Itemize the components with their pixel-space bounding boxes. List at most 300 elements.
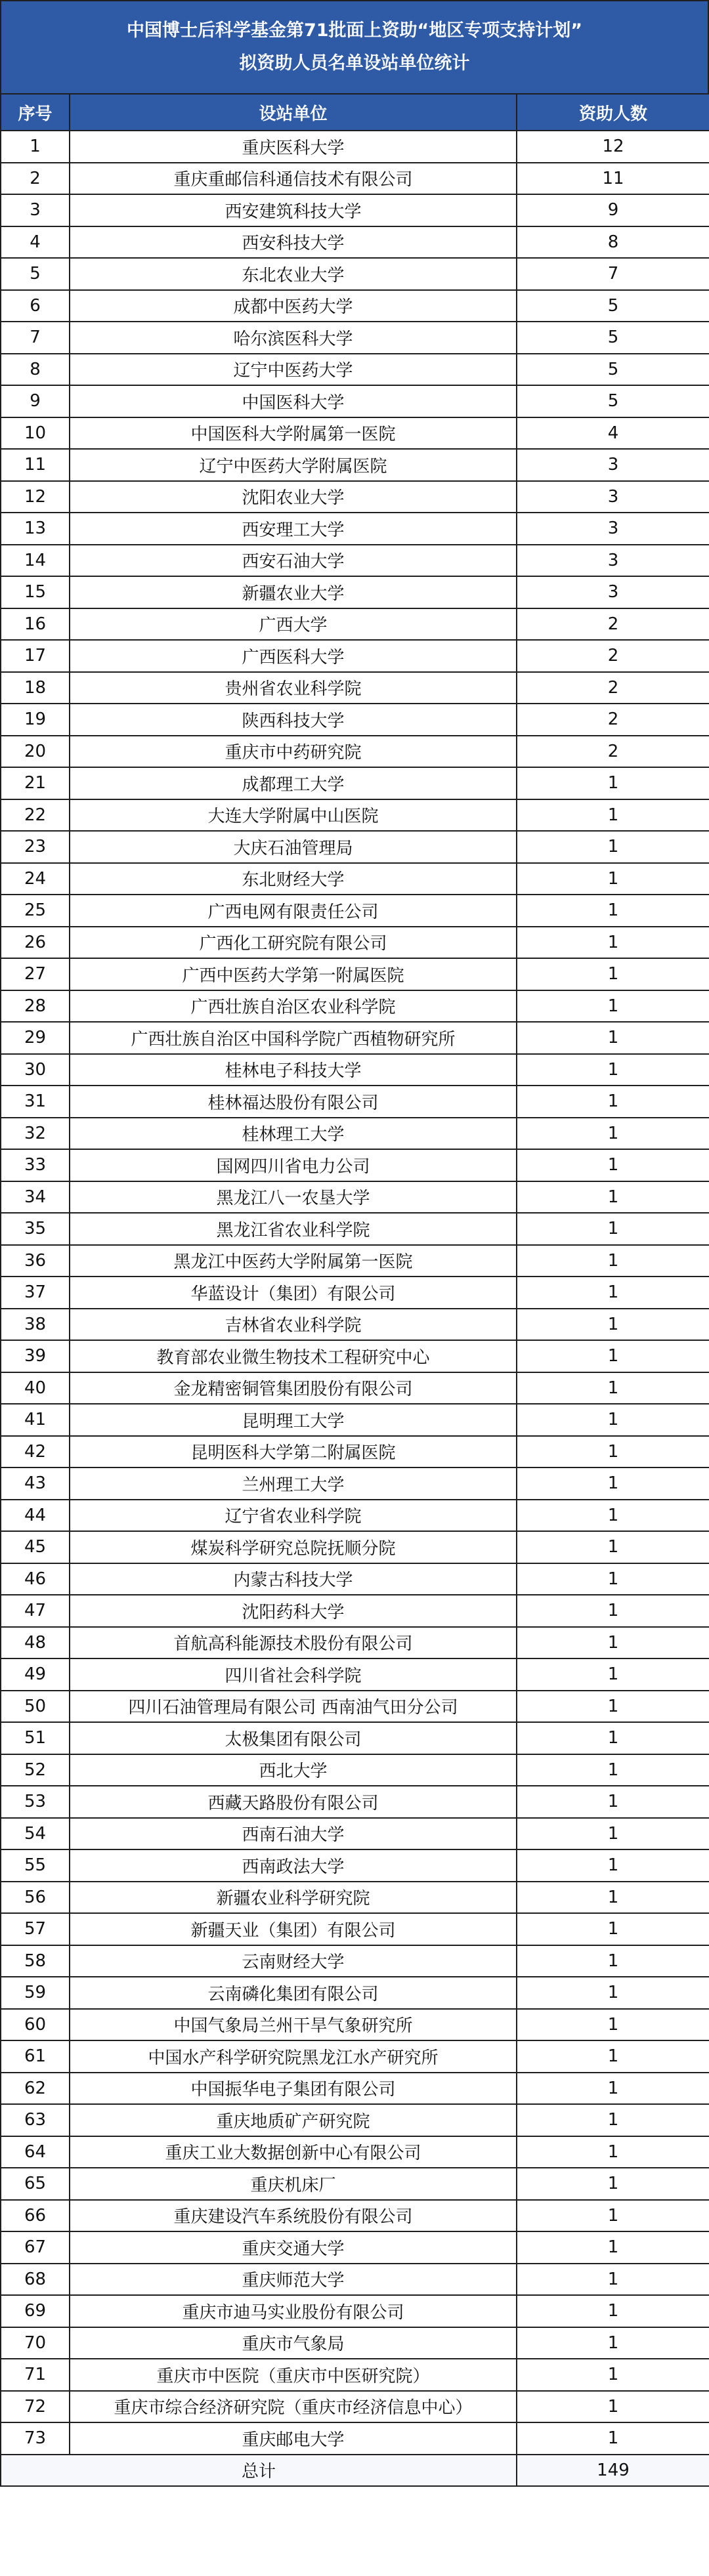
row-count: 1 — [517, 2391, 709, 2423]
row-seq: 72 — [1, 2391, 70, 2423]
row-unit: 广西化工研究院有限公司 — [70, 927, 517, 959]
row-unit: 辽宁中医药大学附属医院 — [70, 449, 517, 481]
header-count: 资助人数 — [517, 94, 709, 131]
header-unit: 设站单位 — [70, 94, 517, 131]
row-count: 11 — [517, 163, 709, 195]
table-row — [1, 608, 709, 641]
table-row — [1, 767, 709, 799]
row-seq: 59 — [1, 1977, 70, 2009]
row-count: 3 — [517, 513, 709, 545]
row-unit: 吉林省农业科学院 — [70, 1309, 517, 1341]
table-row — [1, 1722, 709, 1754]
row-count: 5 — [517, 322, 709, 354]
row-seq: 48 — [1, 1627, 70, 1659]
row-count: 2 — [517, 640, 709, 672]
row-seq: 17 — [1, 640, 70, 672]
row-seq: 45 — [1, 1531, 70, 1563]
table-row — [1, 958, 709, 990]
table-row — [1, 863, 709, 895]
row-unit: 新疆农业大学 — [70, 576, 517, 608]
row-count: 1 — [517, 1181, 709, 1214]
row-unit: 中国医科大学 — [70, 385, 517, 417]
table-row — [1, 2295, 709, 2327]
row-unit: 重庆重邮信科通信技术有限公司 — [70, 163, 517, 195]
row-seq: 39 — [1, 1340, 70, 1372]
row-count: 4 — [517, 417, 709, 450]
row-seq: 42 — [1, 1436, 70, 1468]
row-seq: 61 — [1, 2040, 70, 2073]
row-seq: 12 — [1, 481, 70, 513]
row-seq: 65 — [1, 2168, 70, 2200]
row-seq: 54 — [1, 1818, 70, 1850]
row-unit: 哈尔滨医科大学 — [70, 322, 517, 354]
row-seq: 43 — [1, 1467, 70, 1500]
table-row — [1, 545, 709, 577]
row-seq: 70 — [1, 2327, 70, 2359]
row-seq: 66 — [1, 2200, 70, 2232]
table-row — [1, 1309, 709, 1341]
table-row — [1, 2422, 709, 2455]
row-count: 3 — [517, 576, 709, 608]
row-count: 1 — [517, 1882, 709, 1914]
row-unit: 首航高科能源技术股份有限公司 — [70, 1627, 517, 1659]
row-unit: 东北农业大学 — [70, 258, 517, 290]
total-row — [1, 2455, 709, 2487]
row-unit: 重庆市中药研究院 — [70, 736, 517, 768]
table-row — [1, 163, 709, 195]
row-seq: 71 — [1, 2359, 70, 2391]
row-unit: 重庆市综合经济研究院（重庆市经济信息中心） — [70, 2391, 517, 2423]
row-count: 1 — [517, 1054, 709, 1086]
row-unit: 西藏天路股份有限公司 — [70, 1786, 517, 1818]
row-count: 1 — [517, 1786, 709, 1818]
row-seq: 46 — [1, 1563, 70, 1595]
row-count: 1 — [517, 1500, 709, 1532]
table-row — [1, 2040, 709, 2073]
row-seq: 58 — [1, 1945, 70, 1977]
row-count: 2 — [517, 672, 709, 704]
row-unit: 辽宁中医药大学 — [70, 354, 517, 386]
row-seq: 34 — [1, 1181, 70, 1214]
row-seq: 49 — [1, 1658, 70, 1691]
row-seq: 10 — [1, 417, 70, 450]
row-unit: 广西电网有限责任公司 — [70, 895, 517, 927]
table-body — [1, 131, 709, 2455]
row-seq: 29 — [1, 1022, 70, 1054]
row-count: 1 — [517, 1658, 709, 1691]
row-unit: 陕西科技大学 — [70, 704, 517, 736]
row-seq: 63 — [1, 2104, 70, 2136]
table-row — [1, 990, 709, 1023]
row-count: 1 — [517, 1086, 709, 1118]
table-row — [1, 290, 709, 322]
row-seq: 27 — [1, 958, 70, 990]
table-row — [1, 1436, 709, 1468]
row-unit: 黑龙江中医药大学附属第一医院 — [70, 1245, 517, 1277]
row-count: 12 — [517, 131, 709, 163]
row-unit: 重庆工业大数据创新中心有限公司 — [70, 2136, 517, 2168]
row-seq: 60 — [1, 2009, 70, 2041]
table-row — [1, 736, 709, 768]
table-row — [1, 258, 709, 290]
row-unit: 广西壮族自治区中国科学院广西植物研究所 — [70, 1022, 517, 1054]
row-count: 1 — [517, 1722, 709, 1754]
row-seq: 47 — [1, 1595, 70, 1627]
row-seq: 38 — [1, 1309, 70, 1341]
table-row — [1, 1691, 709, 1723]
table-row — [1, 1054, 709, 1086]
table-row — [1, 194, 709, 226]
table-row — [1, 2136, 709, 2168]
row-count: 1 — [517, 990, 709, 1023]
row-seq: 15 — [1, 576, 70, 608]
row-seq: 23 — [1, 831, 70, 863]
row-unit: 新疆天业（集团）有限公司 — [70, 1913, 517, 1945]
table-row — [1, 831, 709, 863]
row-count: 1 — [517, 1754, 709, 1786]
table-row — [1, 2009, 709, 2041]
row-count: 1 — [517, 863, 709, 895]
table-row — [1, 2264, 709, 2296]
row-count: 1 — [517, 2327, 709, 2359]
row-count: 1 — [517, 1818, 709, 1850]
row-count: 1 — [517, 1467, 709, 1500]
row-seq: 31 — [1, 1086, 70, 1118]
row-count: 1 — [517, 2040, 709, 2073]
row-seq: 4 — [1, 226, 70, 259]
row-seq: 3 — [1, 194, 70, 226]
total-count: 149 — [517, 2455, 709, 2487]
table-row — [1, 1882, 709, 1914]
table-row — [1, 2231, 709, 2264]
row-count: 1 — [517, 1277, 709, 1309]
row-count: 1 — [517, 2231, 709, 2264]
row-count: 1 — [517, 1022, 709, 1054]
table-row — [1, 1913, 709, 1945]
row-unit: 黑龙江省农业科学院 — [70, 1213, 517, 1245]
row-seq: 30 — [1, 1054, 70, 1086]
row-unit: 国网四川省电力公司 — [70, 1149, 517, 1181]
row-seq: 37 — [1, 1277, 70, 1309]
table-row — [1, 1340, 709, 1372]
row-unit: 云南磷化集团有限公司 — [70, 1977, 517, 2009]
row-seq: 22 — [1, 799, 70, 832]
row-seq: 55 — [1, 1849, 70, 1882]
row-seq: 67 — [1, 2231, 70, 2264]
table-row — [1, 1658, 709, 1691]
row-seq: 28 — [1, 990, 70, 1023]
header-seq: 序号 — [1, 94, 70, 131]
table-row — [1, 927, 709, 959]
table-row — [1, 1372, 709, 1404]
row-count: 1 — [517, 1213, 709, 1245]
row-unit: 重庆建设汽车系统股份有限公司 — [70, 2200, 517, 2232]
row-seq: 33 — [1, 1149, 70, 1181]
row-seq: 20 — [1, 736, 70, 768]
row-count: 1 — [517, 1913, 709, 1945]
table-row — [1, 704, 709, 736]
row-unit: 黑龙江八一农垦大学 — [70, 1181, 517, 1214]
row-unit: 成都理工大学 — [70, 767, 517, 799]
row-count: 3 — [517, 481, 709, 513]
row-count: 7 — [517, 258, 709, 290]
table-row — [1, 385, 709, 417]
table-row — [1, 131, 709, 163]
row-unit: 昆明理工大学 — [70, 1404, 517, 1436]
table-row — [1, 640, 709, 672]
row-count: 1 — [517, 1849, 709, 1882]
row-seq: 62 — [1, 2073, 70, 2105]
header-row — [1, 94, 709, 131]
row-unit: 中国气象局兰州干旱气象研究所 — [70, 2009, 517, 2041]
table-row — [1, 2168, 709, 2200]
row-seq: 41 — [1, 1404, 70, 1436]
row-unit: 重庆邮电大学 — [70, 2422, 517, 2455]
row-seq: 50 — [1, 1691, 70, 1723]
row-seq: 25 — [1, 895, 70, 927]
title-line-2: 拟资助人员名单设站单位统计 — [239, 53, 470, 74]
table-row — [1, 1118, 709, 1150]
row-unit: 重庆市中医院（重庆市中医研究院） — [70, 2359, 517, 2391]
row-unit: 兰州理工大学 — [70, 1467, 517, 1500]
row-count: 1 — [517, 1563, 709, 1595]
row-unit: 昆明医科大学第二附属医院 — [70, 1436, 517, 1468]
row-unit: 西安科技大学 — [70, 226, 517, 259]
table-row — [1, 354, 709, 386]
row-unit: 华蓝设计（集团）有限公司 — [70, 1277, 517, 1309]
table-row — [1, 2104, 709, 2136]
row-count: 5 — [517, 385, 709, 417]
table-row — [1, 1531, 709, 1563]
row-seq: 1 — [1, 131, 70, 163]
table-row — [1, 799, 709, 832]
page-title — [0, 0, 709, 93]
row-unit: 中国振华电子集团有限公司 — [70, 2073, 517, 2105]
table-row — [1, 1500, 709, 1532]
table-row — [1, 1786, 709, 1818]
row-seq: 36 — [1, 1245, 70, 1277]
row-unit: 桂林理工大学 — [70, 1118, 517, 1150]
row-seq: 57 — [1, 1913, 70, 1945]
row-count: 1 — [517, 958, 709, 990]
row-count: 1 — [517, 831, 709, 863]
table-row — [1, 1181, 709, 1214]
row-count: 1 — [517, 1404, 709, 1436]
row-seq: 14 — [1, 545, 70, 577]
table-row — [1, 1563, 709, 1595]
row-unit: 重庆市迪马实业股份有限公司 — [70, 2295, 517, 2327]
row-unit: 内蒙古科技大学 — [70, 1563, 517, 1595]
table-row — [1, 2200, 709, 2232]
row-unit: 西安石油大学 — [70, 545, 517, 577]
row-count: 1 — [517, 1691, 709, 1723]
row-count: 1 — [517, 1340, 709, 1372]
row-count: 1 — [517, 1372, 709, 1404]
table-row — [1, 1595, 709, 1627]
row-seq: 53 — [1, 1786, 70, 1818]
table-row — [1, 1277, 709, 1309]
row-seq: 9 — [1, 385, 70, 417]
row-count: 2 — [517, 704, 709, 736]
row-count: 8 — [517, 226, 709, 259]
row-unit: 西南石油大学 — [70, 1818, 517, 1850]
row-count: 1 — [517, 1245, 709, 1277]
row-count: 3 — [517, 545, 709, 577]
row-unit: 大连大学附属中山医院 — [70, 799, 517, 832]
row-count: 1 — [517, 2009, 709, 2041]
row-seq: 40 — [1, 1372, 70, 1404]
table-row — [1, 226, 709, 259]
table-row — [1, 1627, 709, 1659]
row-count: 1 — [517, 1149, 709, 1181]
row-unit: 重庆机床厂 — [70, 2168, 517, 2200]
row-seq: 68 — [1, 2264, 70, 2296]
row-seq: 19 — [1, 704, 70, 736]
row-count: 1 — [517, 2295, 709, 2327]
row-count: 2 — [517, 608, 709, 641]
row-count: 1 — [517, 2200, 709, 2232]
row-unit: 大庆石油管理局 — [70, 831, 517, 863]
row-seq: 11 — [1, 449, 70, 481]
table-row — [1, 1467, 709, 1500]
row-seq: 18 — [1, 672, 70, 704]
row-count: 1 — [517, 1977, 709, 2009]
row-unit: 广西中医药大学第一附属医院 — [70, 958, 517, 990]
row-count: 1 — [517, 1627, 709, 1659]
row-count: 1 — [517, 2264, 709, 2296]
table-row — [1, 2073, 709, 2105]
row-unit: 中国水产科学研究院黑龙江水产研究所 — [70, 2040, 517, 2073]
table-row — [1, 672, 709, 704]
row-seq: 69 — [1, 2295, 70, 2327]
row-count: 5 — [517, 290, 709, 322]
table-row — [1, 1849, 709, 1882]
row-count: 1 — [517, 2104, 709, 2136]
table-row — [1, 895, 709, 927]
row-unit: 辽宁省农业科学院 — [70, 1500, 517, 1532]
row-unit: 西安理工大学 — [70, 513, 517, 545]
table-row — [1, 417, 709, 450]
row-seq: 13 — [1, 513, 70, 545]
row-count: 1 — [517, 2168, 709, 2200]
row-seq: 6 — [1, 290, 70, 322]
total-label: 总计 — [1, 2455, 517, 2487]
row-unit: 重庆医科大学 — [70, 131, 517, 163]
row-unit: 沈阳药科大学 — [70, 1595, 517, 1627]
row-unit: 重庆交通大学 — [70, 2231, 517, 2264]
row-unit: 西北大学 — [70, 1754, 517, 1786]
row-count: 1 — [517, 2136, 709, 2168]
table-row — [1, 1945, 709, 1977]
row-seq: 8 — [1, 354, 70, 386]
row-seq: 7 — [1, 322, 70, 354]
row-seq: 56 — [1, 1882, 70, 1914]
row-count: 1 — [517, 2422, 709, 2455]
row-unit: 重庆师范大学 — [70, 2264, 517, 2296]
row-seq: 26 — [1, 927, 70, 959]
table-row — [1, 2391, 709, 2423]
row-count: 1 — [517, 2359, 709, 2391]
row-count: 1 — [517, 1595, 709, 1627]
row-unit: 四川石油管理局有限公司 西南油气田分公司 — [70, 1691, 517, 1723]
row-count: 1 — [517, 1945, 709, 1977]
row-seq: 64 — [1, 2136, 70, 2168]
row-count: 1 — [517, 1118, 709, 1150]
row-unit: 广西医科大学 — [70, 640, 517, 672]
row-unit: 新疆农业科学研究院 — [70, 1882, 517, 1914]
row-count: 3 — [517, 449, 709, 481]
row-unit: 云南财经大学 — [70, 1945, 517, 1977]
row-count: 1 — [517, 767, 709, 799]
row-count: 1 — [517, 895, 709, 927]
row-unit: 中国医科大学附属第一医院 — [70, 417, 517, 450]
title-line-1: 中国博士后科学基金第71批面上资助“地区专项支持计划” — [126, 20, 583, 41]
row-unit: 西南政法大学 — [70, 1849, 517, 1882]
row-unit: 东北财经大学 — [70, 863, 517, 895]
row-count: 2 — [517, 736, 709, 768]
row-count: 5 — [517, 354, 709, 386]
row-unit: 重庆市气象局 — [70, 2327, 517, 2359]
table-row — [1, 322, 709, 354]
row-count: 9 — [517, 194, 709, 226]
table-row — [1, 1977, 709, 2009]
table-row — [1, 2359, 709, 2391]
row-count: 1 — [517, 2073, 709, 2105]
row-seq: 5 — [1, 258, 70, 290]
row-unit: 金龙精密铜管集团股份有限公司 — [70, 1372, 517, 1404]
row-seq: 35 — [1, 1213, 70, 1245]
row-count: 1 — [517, 799, 709, 832]
table-row — [1, 513, 709, 545]
row-count: 1 — [517, 1531, 709, 1563]
row-unit: 重庆地质矿产研究院 — [70, 2104, 517, 2136]
row-seq: 44 — [1, 1500, 70, 1532]
table-row — [1, 1818, 709, 1850]
row-unit: 贵州省农业科学院 — [70, 672, 517, 704]
row-count: 1 — [517, 1309, 709, 1341]
table-row — [1, 1086, 709, 1118]
row-seq: 2 — [1, 163, 70, 195]
row-unit: 太极集团有限公司 — [70, 1722, 517, 1754]
row-seq: 73 — [1, 2422, 70, 2455]
row-count: 1 — [517, 927, 709, 959]
table-row — [1, 576, 709, 608]
row-count: 1 — [517, 1436, 709, 1468]
row-unit: 广西壮族自治区农业科学院 — [70, 990, 517, 1023]
row-seq: 24 — [1, 863, 70, 895]
table-row — [1, 1245, 709, 1277]
row-unit: 成都中医药大学 — [70, 290, 517, 322]
row-unit: 广西大学 — [70, 608, 517, 641]
row-seq: 16 — [1, 608, 70, 641]
table-row — [1, 2327, 709, 2359]
row-unit: 桂林电子科技大学 — [70, 1054, 517, 1086]
row-seq: 52 — [1, 1754, 70, 1786]
row-unit: 教育部农业微生物技术工程研究中心 — [70, 1340, 517, 1372]
table-row — [1, 1149, 709, 1181]
row-unit: 沈阳农业大学 — [70, 481, 517, 513]
row-unit: 桂林福达股份有限公司 — [70, 1086, 517, 1118]
table-row — [1, 449, 709, 481]
table-row — [1, 481, 709, 513]
row-unit: 煤炭科学研究总院抚顺分院 — [70, 1531, 517, 1563]
table-row — [1, 1404, 709, 1436]
table-row — [1, 1754, 709, 1786]
funding-table — [0, 93, 709, 2487]
table-row — [1, 1213, 709, 1245]
table-row — [1, 1022, 709, 1054]
row-seq: 21 — [1, 767, 70, 799]
